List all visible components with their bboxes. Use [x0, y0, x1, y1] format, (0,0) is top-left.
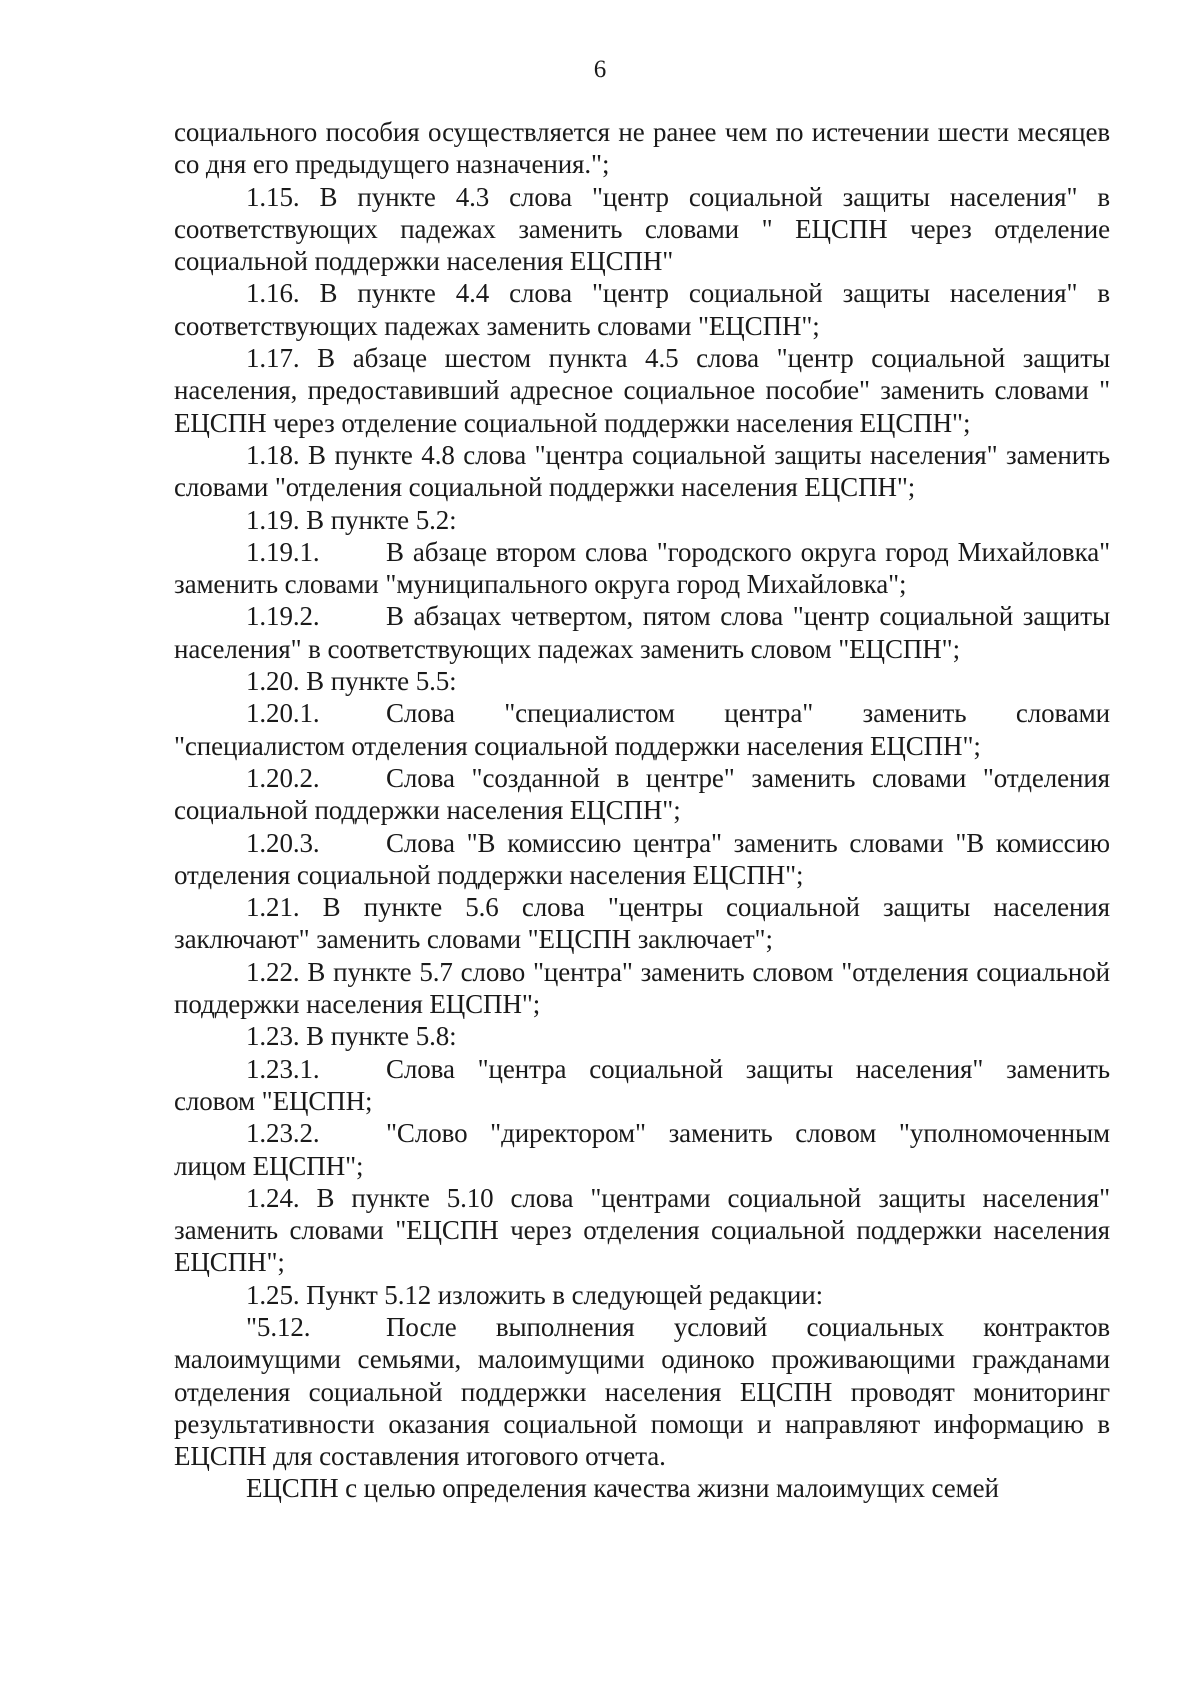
subparagraph-1-23-2: 1.23.2. "Слово "директором" заменить словом "уполномоченным лицом ЕЦСПН"; — [174, 1118, 1110, 1181]
paragraph-1-17: 1.17. В абзаце шестом пункта 4.5 слова "центр социальной защиты населения, предоставивший адресное социальное пособие" заменить словами " ЕЦСПН через отделение социальной поддержки населения ЕЦСПН"; — [174, 343, 1110, 438]
subparagraph-number: 1.23.2. — [246, 1118, 320, 1149]
page-number: 6 — [593, 56, 607, 83]
subparagraph-number: 1.19.2. — [246, 601, 320, 632]
subparagraph-1-20-1: 1.20.1. Слова "специалистом центра" заменить словами "специалистом отделения социальной поддержки населения ЕЦСПН"; — [174, 698, 1110, 761]
document-body — [174, 116, 1110, 1505]
subparagraph-1-19-1: 1.19.1. В абзаце втором слова "городского округа город Михайловка" заменить словами "муниципального округа город Михайловка"; — [174, 536, 1110, 600]
subparagraph-1-20-2: 1.20.2. Слова "созданной в центре" заменить словами "отделения социальной поддержки населения ЕЦСПН"; — [174, 762, 1110, 826]
paragraph-1-18: 1.18. В пункте 4.8 слова "центра социальной защиты населения" заменить словами "отделения социальной поддержки населения ЕЦСПН"; — [174, 439, 1110, 503]
paragraph-1-23: 1.23. В пункте 5.8: — [246, 1021, 457, 1052]
subparagraph-number: 1.20.2. — [246, 762, 320, 793]
paragraph-1-24: 1.24. В пункте 5.10 слова "центрами социальной защиты населения" заменить словами "ЕЦСПН через отделения социальной поддержки населения ЕЦСПН"; — [174, 1182, 1110, 1278]
subparagraph-number: 1.20.1. — [246, 698, 320, 729]
subparagraph-1-20-3: 1.20.3. Слова "В комиссию центра" заменить словами "В комиссию отделения социальной поддержки населения ЕЦСПН"; — [174, 827, 1110, 890]
paragraph-1-16: 1.16. В пункте 4.4 слова "центр социальной защиты населения" в соответствующих падежах заменить словами "ЕЦСПН"; — [174, 278, 1110, 341]
subparagraph-1-23-1: 1.23.1. Слова "центра социальной защиты населения" заменить словом "ЕЦСПН; — [174, 1053, 1110, 1116]
subparagraph-1-19-2: 1.19.2. В абзацах четвертом, пятом слова "центр социальной защиты населения" в соответствующих падежах заменить словом "ЕЦСПН"; — [174, 601, 1110, 664]
paragraph-1-21: 1.21. В пункте 5.6 слова "центры социальной защиты населения заключают" заменить словами "ЕЦСПН заключает"; — [174, 892, 1110, 955]
paragraph-1-15: 1.15. В пункте 4.3 слова "центр социальной защиты населения" в соответствующих падежах заменить словами " ЕЦСПН через отделение социальной поддержки населения ЕЦСПН" — [174, 181, 1110, 277]
subparagraph-5-12: "5.12. После выполнения условий социальных контрактов малоимущими семьями, малоимущими одиноко проживающими гражданами отделения социальной поддержки населения ЕЦСПН проводят мониторинг результативности оказания социальной помощи и направляют информацию в ЕЦСПН для составления итогового отчета. — [174, 1311, 1110, 1472]
subparagraph-number: "5.12. — [246, 1311, 311, 1342]
subparagraph-number: 1.23.1. — [246, 1053, 320, 1084]
paragraph-continuation: социального пособия осуществляется не ранее чем по истечении шести месяцев со дня его предыдущего назначения."; — [174, 117, 1110, 180]
paragraph-1-25: 1.25. Пункт 5.12 изложить в следующей редакции: — [246, 1279, 823, 1310]
subparagraph-number: 1.20.3. — [246, 827, 320, 858]
paragraph-1-20: 1.20. В пункте 5.5: — [246, 666, 457, 697]
paragraph-1-22: 1.22. В пункте 5.7 слово "центра" заменить словом "отделения социальной поддержки населения ЕЦСПН"; — [174, 956, 1110, 1020]
paragraph-1-19: 1.19. В пункте 5.2: — [246, 504, 457, 535]
subparagraph-number: 1.19.1. — [246, 536, 320, 567]
paragraph-ecspn: ЕЦСПН с целью определения качества жизни малоимущих семей — [246, 1473, 999, 1504]
